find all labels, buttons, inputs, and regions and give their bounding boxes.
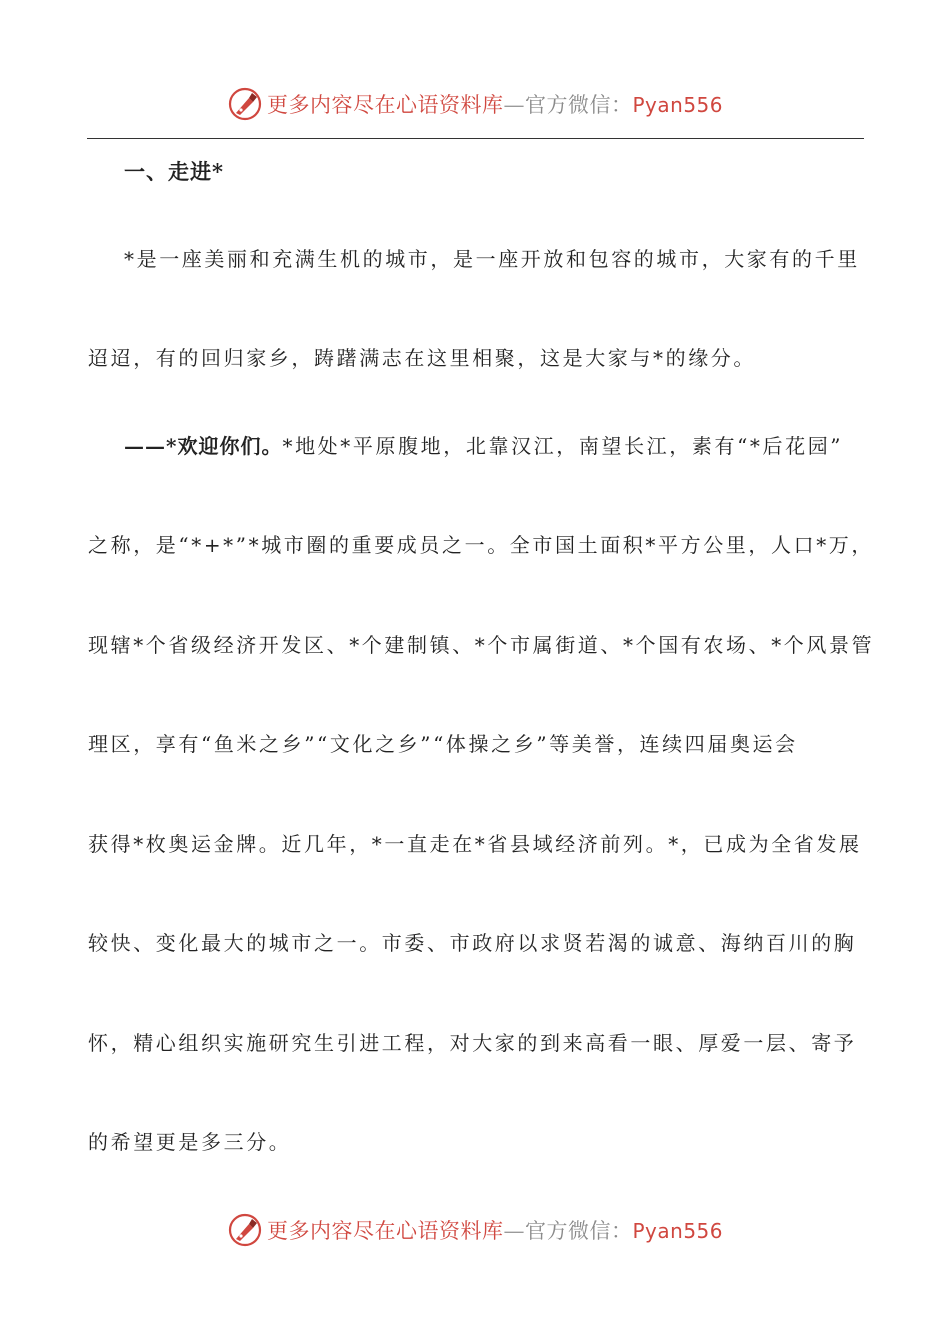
paragraph2-line-8: 的希望更是多三分。 — [88, 1130, 292, 1154]
paragraph2-line-5: 获得*枚奥运金牌。近几年，*一直走在*省县域经济前列。*，已成为全省发展 — [88, 832, 862, 856]
paragraph1-line-1: *是一座美丽和充满生机的城市，是一座开放和包容的城市，大家有的千里 — [124, 247, 860, 271]
section-heading: 一、走进* — [124, 159, 224, 184]
banner-wechat-id: Pyan556 — [632, 93, 723, 117]
paragraph2-line-2: 之称，是“*+*”*城市圈的重要成员之一。全市国土面积*平方公里，人口*万， — [88, 533, 875, 557]
pen-nib-logo-icon — [227, 1212, 263, 1248]
footer-promo-text: 更多内容尽在心语资料库 — [266, 1219, 504, 1243]
paragraph2-line-1-text: *地处*平原腹地，北靠汉江，南望长江，素有“*后花园” — [282, 434, 844, 458]
footer-banner — [0, 1210, 950, 1250]
paragraph2-line-4: 理区，享有“鱼米之乡”“文化之乡”“体操之乡”等美誉，连续四届奥运会 — [88, 732, 798, 756]
banner-official-label: 官方微信： — [524, 93, 633, 117]
paragraph1-line-2: 迢迢，有的回归家乡，踌躇满志在这里相聚，这是大家与*的缘分。 — [88, 346, 756, 370]
paragraph2-line-6: 较快、变化最大的城市之一。市委、市政府以求贤若渴的诚意、海纳百川的胸 — [88, 931, 857, 955]
header-banner — [0, 84, 950, 124]
banner-dash: — — [503, 93, 525, 117]
footer-wechat-id: Pyan556 — [632, 1219, 723, 1243]
paragraph2-line-7: 怀，精心组织实施研究生引进工程，对大家的到来高看一眼、厚爱一层、寄予 — [88, 1031, 857, 1055]
paragraph2-lead: ——*欢迎你们。 — [124, 434, 283, 458]
pen-nib-logo-icon — [227, 86, 263, 122]
banner-promo-text: 更多内容尽在心语资料库 — [266, 93, 504, 117]
footer-official-label: 官方微信： — [524, 1219, 633, 1243]
paragraph2-line-1 — [124, 431, 864, 461]
footer-dash: — — [503, 1219, 525, 1243]
paragraph2-line-3: 现辖*个省级经济开发区、*个建制镇、*个市属街道、*个国有农场、*个风景管 — [88, 633, 875, 657]
header-divider — [87, 138, 864, 139]
